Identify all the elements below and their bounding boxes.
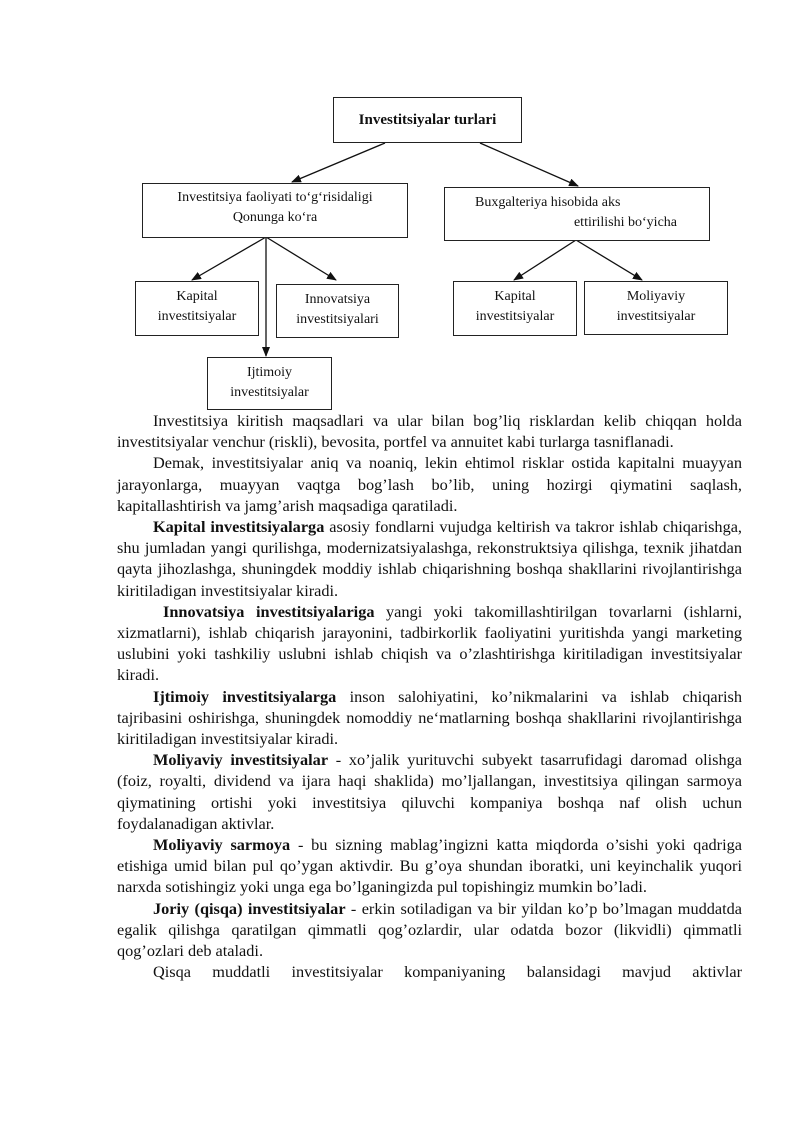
arrow-left-to-kapital (192, 237, 266, 280)
diagram-right-child-moliyaviy (584, 281, 728, 335)
diagram-left-group-box (142, 183, 408, 238)
paragraph-7-lead: Moliyaviy sarmoya (153, 835, 291, 855)
right-group-line-1: Buxgalteriya hisobida aks (475, 195, 621, 210)
paragraph-6-lead: Moliyaviy investitsiyalar (153, 750, 329, 770)
right-child-moliyaviy-line-1: Moliyaviy (626, 289, 686, 304)
right-child-kapital-line-1: Kapital (494, 289, 536, 304)
paragraph-8-text: - erkin sotiladigan va bir yildan ko’p bo’lmagan muddatda egalik qilishga qaratilgan qimmatli qog’ozlardir, ular odatda bozor (likvidli) qimmatli qog’ozlari deb ataladi. (117, 898, 742, 961)
paragraph-4 (117, 601, 742, 686)
diagram-left-child-innovatsiya (276, 284, 399, 338)
diagram-left-child-kapital (135, 281, 259, 336)
arrow-left-to-innovatsiya (266, 237, 336, 280)
paragraph-9 (117, 961, 742, 982)
paragraph-4-lead: Innovatsiya investitsiyalariga (163, 601, 375, 621)
paragraph-4-text: yangi yoki takomillashtirilgan tovarlarni (ishlarni, xizmatlarni), ishlab chiqarish jarayonini, tadbirkorlik faoliyatini yuritishda yangi marketing uslubini yoki tashkiliy uslubni ishlab chiqish va o’zlashtirishga kiritiladigan investitsiyalar kiradi. (117, 601, 742, 685)
paragraph-6-text: - xo’jalik yurituvchi subyekt tasarrufidagi daromad olishga (foiz, royalti, dividend va ijara haqi shaklida) mo’ljallangan, investitsiya qilingan sarmoya qiymatining ortishi yoki investitsiya qiluvchi kompaniya boshqa naf olish uchun foydalanadigan aktivlar. (117, 750, 743, 833)
left-group-line-2: Qonunga ko‘ra (232, 210, 318, 225)
paragraph-9-text: Qisqa muddatli investitsiyalar kompaniyaning balansidagi mavjud aktivlar (153, 962, 742, 982)
paragraph-5 (117, 686, 742, 750)
right-child-moliyaviy-line-2: investitsiyalar (616, 309, 696, 324)
arrow-right-to-kapital (514, 240, 576, 280)
paragraph-7-text: - bu sizning mablag’ingizni katta miqdorda o’sishi yoki qadriga etishiga umid bilan pul qo’ygan aktivdir. Bu g’oya shundan iboratki, uni keyinchalik yuqori narxda sotishingiz yoki unga ega bo’lganingizda pul topishingiz mumkin bo’ladi. (117, 835, 742, 897)
left-group-line-1: Investitsiya faoliyati to‘g‘risidaligi (177, 190, 373, 205)
paragraph-1 (117, 410, 742, 452)
paragraph-2-text: Demak, investitsiyalar aniq va noaniq, lekin ehtimol risklar ostida kapitalni muayyan jarayonlarga, muayyan vaqtga bog’lash bo’lib, uning hozirgi qiymatini saqlash, kapitallashtirish va jamg’arish maqsadiga qaratiladi. (117, 453, 742, 515)
right-child-kapital-line-2: investitsiyalar (475, 309, 555, 324)
arrow-right-to-moliyaviy (576, 240, 642, 280)
paragraph-8 (117, 898, 742, 962)
arrow-root-to-left (292, 143, 385, 182)
paragraph-5-lead: Ijtimoiy investitsiyalarga (153, 686, 337, 706)
paragraph-3-text: asosiy fondlarni vujudga keltirish va takror ishlab chiqarishga, shu jumladan yangi qurilishga, modernizatsiyalashga, rekonstruktsiya qilishga, texnik jihatdan qayta jihozlashga, shuningdek moddiy ishlab chiqarishning boshqa shakllarini rivojlantirishga kiritiladigan investitsiyalar kiradi. (117, 517, 743, 600)
right-group-line-2: ettirilishi bo‘yicha (573, 215, 677, 230)
diagram-root-box (333, 97, 522, 143)
paragraph-6 (117, 749, 742, 834)
arrow-root-to-right (480, 143, 578, 186)
paragraph-2 (117, 452, 742, 516)
paragraph-5-text: inson salohiyatini, ko’nikmalarini va ishlab chiqarish tajribasini oshirishga, shuningdek nomoddiy ne‘matlarning boshqa shakllarini rivojlantirishga kiritiladigan investitsiyalar kiradi. (117, 686, 742, 749)
diagram-root-label: Investitsiyalar turlari (358, 112, 497, 128)
left-child-kapital-line-1: Kapital (176, 289, 218, 304)
paragraph-7 (117, 834, 742, 898)
paragraph-1-text: Investitsiya kiritish maqsadlari va ular bilan bog’liq risklardan kelib chiqqan holda investitsiyalar venchur (riskli), bevosita, portfel va annuitet kabi turlarga tasniflanadi. (117, 411, 742, 452)
left-child-ijtimoiy-line-2: investitsiyalar (230, 385, 309, 400)
paragraph-3 (117, 516, 742, 601)
left-child-ijtimoiy-line-1: Ijtimoiy (246, 365, 293, 380)
paragraph-8-lead: Joriy (qisqa) investitsiyalar (153, 898, 346, 918)
diagram-right-group-box (444, 187, 710, 241)
left-child-innovatsiya-line-1: Innovatsiya (304, 292, 371, 307)
diagram-left-child-ijtimoiy (207, 357, 332, 410)
diagram-right-child-kapital (453, 281, 577, 336)
paragraph-3-lead: Kapital investitsiyalarga (153, 517, 325, 537)
body-text (117, 410, 742, 982)
left-child-kapital-line-2: investitsiyalar (157, 309, 237, 324)
left-child-innovatsiya-line-2: investitsiyalari (296, 312, 379, 327)
